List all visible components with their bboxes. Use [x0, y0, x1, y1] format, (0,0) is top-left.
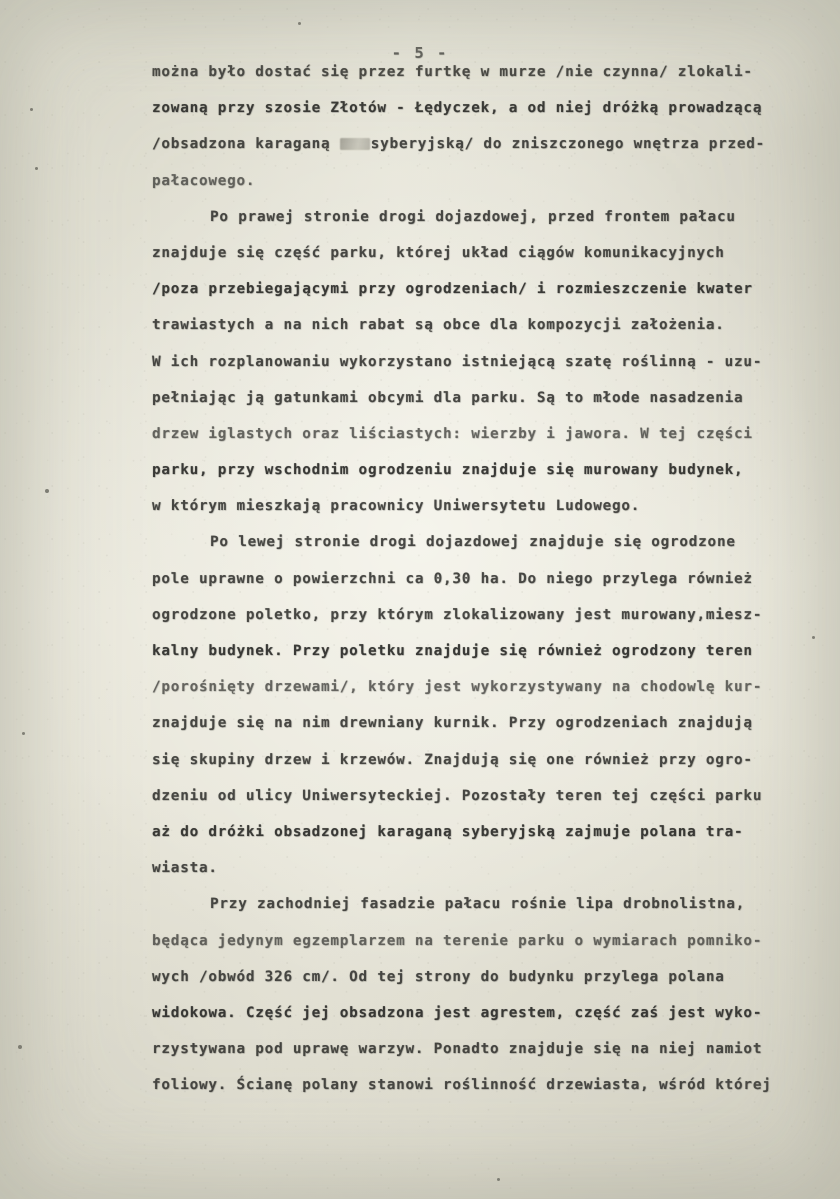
document-line: foliowy. Ścianę polany stanowi roślinność drzewiasta, wśród której	[152, 1077, 772, 1094]
document-line: drzew iglastych oraz liściastych: wierzby i jawora. W tej części	[152, 425, 753, 442]
document-line: pełniając ją gatunkami obcymi dla parku. Są to młode nasadzenia	[152, 389, 744, 406]
document-body	[152, 64, 840, 1113]
document-line: Po lewej stronie drogi dojazdowej znajduje się ogrodzone	[210, 534, 736, 551]
document-line: kalny budynek. Przy poletku znajduje się również ogrodzony teren	[152, 643, 753, 659]
document-line: pole uprawne o powierzchni ca 0,30 ha. Do niego przylega również	[152, 570, 753, 587]
document-line: można było dostać się przez furtkę w murze /nie czynna/ zlokali-	[152, 64, 753, 80]
struck-over-word-smudge	[340, 138, 370, 150]
document-line: będąca jedynym egzemplarzem na terenie parku o wymiarach pomniko-	[152, 932, 763, 949]
document-line: w którym mieszkają pracownicy Uniwersytetu Ludowego.	[152, 498, 641, 515]
scan-speck	[18, 1045, 22, 1049]
document-line: widokowa. Część jej obsadzona jest agrestem, część zaś jest wyko-	[152, 1004, 763, 1021]
scan-speck	[812, 636, 815, 639]
document-line: trawiastych a na nich rabat są obce dla kompozycji założenia.	[152, 317, 725, 334]
document-line: aż do dróżki obsadzonej karaganą syberyjską zajmuje polana tra-	[152, 823, 744, 840]
page-number: - 5 -	[391, 44, 449, 62]
document-line: W ich rozplanowaniu wykorzystano istniejącą szatę roślinną - uzu-	[152, 353, 763, 370]
document-line: dzeniu od ulicy Uniwersyteckiej. Pozostały teren tej części parku	[152, 787, 763, 804]
scan-speck	[30, 108, 33, 111]
scan-speck	[35, 167, 38, 170]
document-line: znajduje się na nim drewniany kurnik. Przy ogrodzeniach znajdują	[152, 715, 753, 732]
document-line: /porośnięty drzewami/, który jest wykorzystywany na chodowlę kur-	[152, 679, 763, 696]
scan-speck	[497, 1178, 500, 1181]
document-line: znajduje się część parku, której układ ciągów komunikacyjnych	[152, 244, 725, 261]
document-line: parku, przy wschodnim ogrodzeniu znajduje się murowany budynek,	[152, 462, 744, 479]
document-line: zowaną przy szosie Złotów - Łędyczek, a od niej dróżką prowadzącą	[152, 100, 763, 117]
document-line: /obsadzona karaganą syberyjską/ do zniszczonego wnętrza przed-	[152, 136, 766, 153]
document-line: ogrodzone poletko, przy którym zlokalizowany jest murowany,miesz-	[152, 606, 763, 623]
document-line: rzystywana pod uprawę warzyw. Ponadto znajduje się na niej namiot	[152, 1041, 763, 1058]
document-line: się skupiny drzew i krzewów. Znajdują się one również przy ogro-	[152, 751, 753, 768]
document-line: wiasta.	[152, 860, 218, 877]
scan-speck	[22, 732, 25, 735]
document-line: Po prawej stronie drogi dojazdowej, przed frontem pałacu	[210, 208, 736, 225]
document-line: wych /obwód 326 cm/. Od tej strony do budynku przylega polana	[152, 968, 725, 985]
document-line: Przy zachodniej fasadzie pałacu rośnie lipa drobnolistna,	[210, 896, 746, 913]
document-line: /poza przebiegającymi przy ogrodzeniach/ i rozmieszczenie kwater	[152, 281, 753, 298]
scan-speck	[45, 489, 49, 493]
document-line: pałacowego.	[152, 172, 256, 189]
scan-speck	[298, 22, 301, 25]
